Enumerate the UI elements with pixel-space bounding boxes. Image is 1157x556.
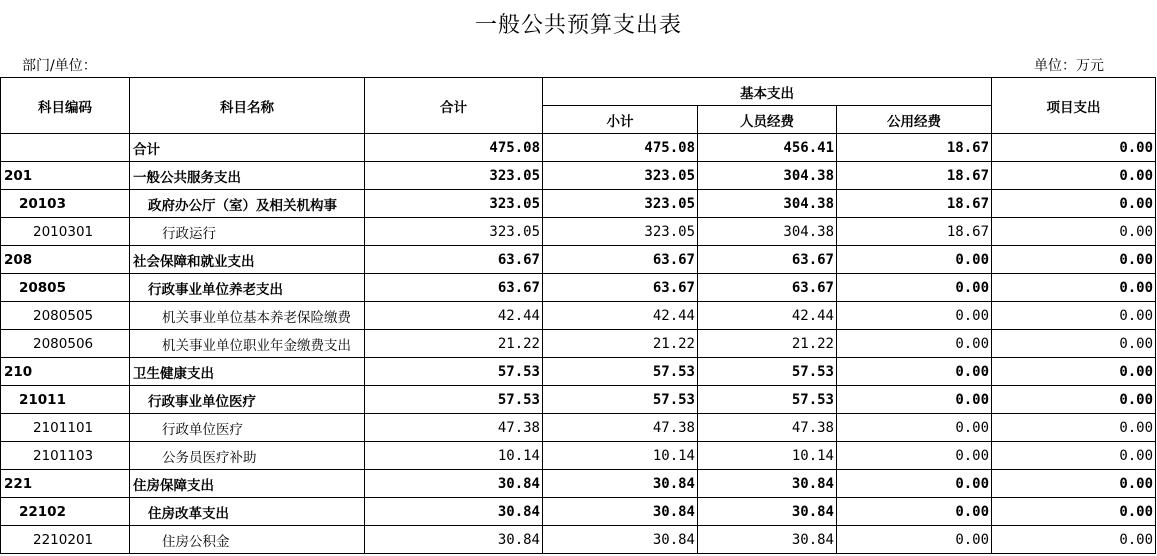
table-row [1, 302, 1156, 330]
dept-label: 部门/单位： [22, 58, 97, 74]
personnel-cell: 63.67 [698, 246, 837, 274]
name-cell: 行政单位医疗 [130, 414, 365, 442]
subtotal-cell: 323.05 [543, 162, 698, 190]
total-cell: 475.08 [365, 134, 543, 162]
project-cell: 0.00 [992, 358, 1156, 386]
subtotal-cell: 63.67 [543, 274, 698, 302]
total-cell: 323.05 [365, 162, 543, 190]
project-cell: 0.00 [992, 442, 1156, 470]
table-row [1, 330, 1156, 358]
subtotal-cell: 57.53 [543, 358, 698, 386]
total-cell: 57.53 [365, 386, 543, 414]
project-cell: 0.00 [992, 470, 1156, 498]
code-cell: 201 [1, 162, 130, 190]
personnel-cell: 21.22 [698, 330, 837, 358]
total-cell: 10.14 [365, 442, 543, 470]
subtotal-cell: 30.84 [543, 498, 698, 526]
table-row [1, 274, 1156, 302]
public-cell: 0.00 [837, 330, 992, 358]
code-cell: 2210201 [1, 526, 130, 554]
subtotal-cell: 47.38 [543, 414, 698, 442]
personnel-cell: 42.44 [698, 302, 837, 330]
personnel-cell: 30.84 [698, 526, 837, 554]
subtotal-cell: 323.05 [543, 190, 698, 218]
name-cell: 卫生健康支出 [130, 358, 365, 386]
subtotal-cell: 42.44 [543, 302, 698, 330]
public-cell: 0.00 [837, 442, 992, 470]
subtotal-cell: 63.67 [543, 246, 698, 274]
page-title: 一般公共预算支出表 [474, 13, 682, 38]
total-cell: 21.22 [365, 330, 543, 358]
code-cell: 2010301 [1, 218, 130, 246]
personnel-cell: 30.84 [698, 498, 837, 526]
public-cell: 0.00 [837, 246, 992, 274]
name-cell: 住房公积金 [130, 526, 365, 554]
code-cell: 210 [1, 358, 130, 386]
public-cell: 0.00 [837, 470, 992, 498]
name-cell: 一般公共服务支出 [130, 162, 365, 190]
subtotal-cell: 21.22 [543, 330, 698, 358]
total-cell: 30.84 [365, 470, 543, 498]
table-row [1, 246, 1156, 274]
name-cell: 行政事业单位医疗 [130, 386, 365, 414]
table-row [1, 358, 1156, 386]
subtotal-cell: 57.53 [543, 386, 698, 414]
code-cell: 221 [1, 470, 130, 498]
public-cell: 0.00 [837, 414, 992, 442]
public-cell: 18.67 [837, 134, 992, 162]
project-cell: 0.00 [992, 386, 1156, 414]
code-cell: 22102 [1, 498, 130, 526]
project-cell: 0.00 [992, 246, 1156, 274]
header-personnel: 人员经费 [698, 106, 837, 134]
total-cell: 42.44 [365, 302, 543, 330]
name-cell: 行政运行 [130, 218, 365, 246]
total-cell: 30.84 [365, 498, 543, 526]
total-cell: 47.38 [365, 414, 543, 442]
personnel-cell: 304.38 [698, 162, 837, 190]
header-code: 科目编码 [1, 78, 130, 134]
subtotal-cell: 30.84 [543, 470, 698, 498]
total-cell: 63.67 [365, 246, 543, 274]
code-cell [1, 134, 130, 162]
public-cell: 0.00 [837, 386, 992, 414]
personnel-cell: 57.53 [698, 386, 837, 414]
header-row [1, 78, 1156, 106]
project-cell: 0.00 [992, 218, 1156, 246]
total-cell: 323.05 [365, 218, 543, 246]
project-cell: 0.00 [992, 414, 1156, 442]
table-row [1, 218, 1156, 246]
public-cell: 0.00 [837, 526, 992, 554]
project-cell: 0.00 [992, 274, 1156, 302]
public-cell: 18.67 [837, 218, 992, 246]
code-cell: 21011 [1, 386, 130, 414]
name-cell: 政府办公厅（室）及相关机构事 [130, 190, 365, 218]
project-cell: 0.00 [992, 526, 1156, 554]
name-cell: 机关事业单位基本养老保险缴费 [130, 302, 365, 330]
code-cell: 208 [1, 246, 130, 274]
code-cell: 20103 [1, 190, 130, 218]
table-row [1, 414, 1156, 442]
personnel-cell: 30.84 [698, 470, 837, 498]
table-row [1, 498, 1156, 526]
code-cell: 2101101 [1, 414, 130, 442]
personnel-cell: 456.41 [698, 134, 837, 162]
project-cell: 0.00 [992, 330, 1156, 358]
code-cell: 2080505 [1, 302, 130, 330]
public-cell: 0.00 [837, 274, 992, 302]
project-cell: 0.00 [992, 190, 1156, 218]
subtotal-cell: 475.08 [543, 134, 698, 162]
total-cell: 30.84 [365, 526, 543, 554]
header-public: 公用经费 [837, 106, 992, 134]
name-cell: 行政事业单位养老支出 [130, 274, 365, 302]
public-cell: 18.67 [837, 190, 992, 218]
header-total: 合计 [365, 78, 543, 134]
public-cell: 0.00 [837, 302, 992, 330]
table-row [1, 470, 1156, 498]
table-row [1, 134, 1156, 162]
table-row [1, 442, 1156, 470]
name-cell: 机关事业单位职业年金缴费支出 [130, 330, 365, 358]
table-row [1, 386, 1156, 414]
personnel-cell: 304.38 [698, 218, 837, 246]
project-cell: 0.00 [992, 134, 1156, 162]
name-cell: 社会保障和就业支出 [130, 246, 365, 274]
table-row [1, 162, 1156, 190]
name-cell: 住房保障支出 [130, 470, 365, 498]
header-subtotal: 小计 [543, 106, 698, 134]
public-cell: 0.00 [837, 358, 992, 386]
personnel-cell: 57.53 [698, 358, 837, 386]
project-cell: 0.00 [992, 162, 1156, 190]
name-cell: 公务员医疗补助 [130, 442, 365, 470]
total-cell: 57.53 [365, 358, 543, 386]
subtotal-cell: 323.05 [543, 218, 698, 246]
code-cell: 20805 [1, 274, 130, 302]
total-cell: 63.67 [365, 274, 543, 302]
public-cell: 0.00 [837, 498, 992, 526]
personnel-cell: 304.38 [698, 190, 837, 218]
subtotal-cell: 10.14 [543, 442, 698, 470]
table-row [1, 526, 1156, 554]
code-cell: 2101103 [1, 442, 130, 470]
table-row [1, 190, 1156, 218]
unit-label: 单位：万元 [1034, 58, 1104, 74]
personnel-cell: 10.14 [698, 442, 837, 470]
name-cell: 合计 [130, 134, 365, 162]
project-cell: 0.00 [992, 302, 1156, 330]
budget-table [0, 77, 1156, 554]
code-cell: 2080506 [1, 330, 130, 358]
project-cell: 0.00 [992, 498, 1156, 526]
header-basic: 基本支出 [543, 78, 992, 106]
header-name: 科目名称 [130, 78, 365, 134]
total-cell: 323.05 [365, 190, 543, 218]
public-cell: 18.67 [837, 162, 992, 190]
subtotal-cell: 30.84 [543, 526, 698, 554]
personnel-cell: 63.67 [698, 274, 837, 302]
header-project: 项目支出 [992, 78, 1156, 134]
name-cell: 住房改革支出 [130, 498, 365, 526]
personnel-cell: 47.38 [698, 414, 837, 442]
